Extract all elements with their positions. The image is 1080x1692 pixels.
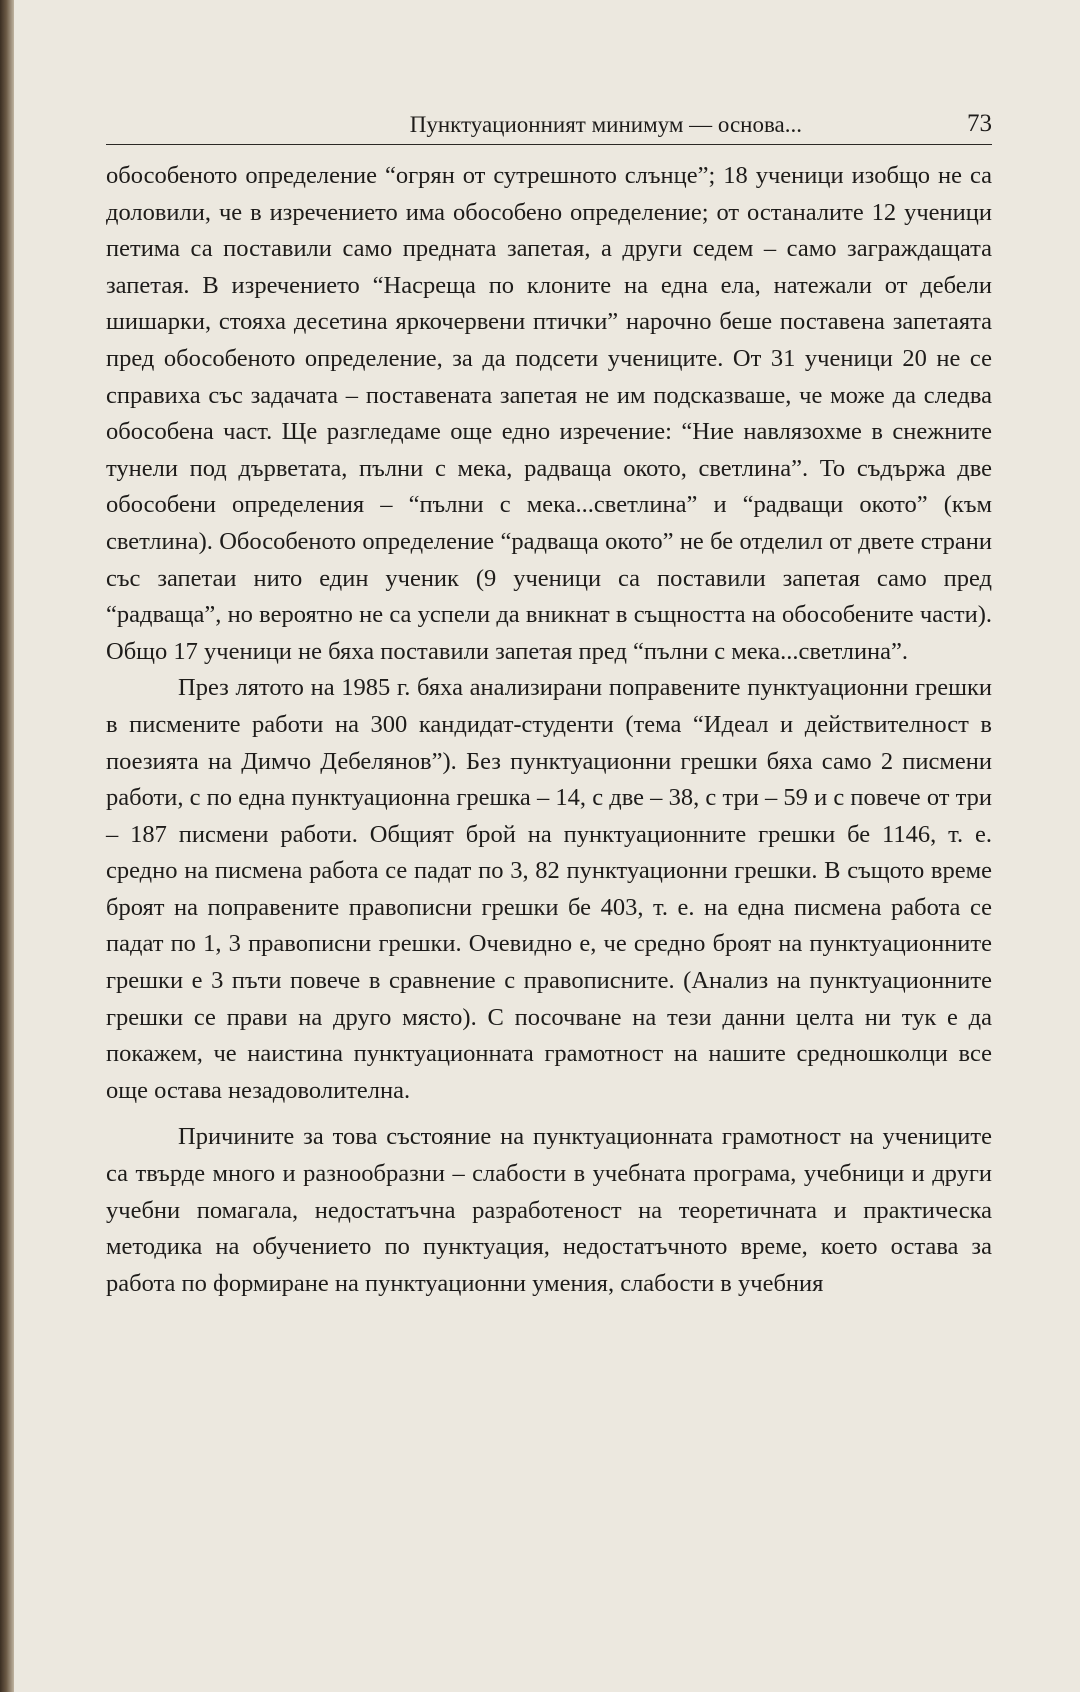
book-spine-shadow	[0, 0, 14, 1692]
paragraph-2: През лятото на 1985 г. бяха анализирани поправените пунктуационни грешки в писмените работи на 300 кандидат-студенти (тема “Идеал и действителност в поезията на Димчо Дебелянов”). Без пунктуационни грешки бяха само 2 писмени работи, с по една пунктуационна грешка – 14, с две – 38, с три – 59 и с повече от три – 187 писмени работи. Общият брой на пунктуационните грешки бе 1146, т. е. средно на писмена работа се падат по 3, 82 пунктуационни грешки. В същото време броят на поправените правописни грешки бе 403, т. е. на една писмена работа се падат по 1, 3 правописни грешки. Очевидно е, че средно броят на пунктуационните грешки е 3 пъти повече в сравнение с правописните. (Анализ на пунктуационните грешки се прави на друго място). С посочване на тези данни целта ни тук е да покажем, че наистина пунктуационната грамотност на нашите средношколци все още остава незадоволителна.	[106, 674, 992, 1104]
body-text	[106, 158, 992, 1302]
page-number: 73	[967, 110, 992, 137]
book-page	[14, 0, 1080, 1692]
paragraph-3: Причините за това състояние на пунктуационната грамотност на учениците са твърде много и разнообразни – слабости в учебната програма, учебници и други учебни помагала, недостатъчна разработеност на теоретичната и практическа методика на обучението по пунктуация, недостатъчното време, което остава за работа по формиране на пунктуационни умения, слабости в учебния	[106, 1123, 992, 1297]
paragraph-1: обособеното определение “огрян от сутрешното слънце”; 18 ученици изобщо не са доловили, че в изречението има обособено определение; от останалите 12 ученици петима са поставили само предната запетая, а други седем – само заграждащата запетая. В изречението “Насреща по клоните на една ела, натежали от дебели шишарки, стояха десетина яркочервени птички” нарочно беше поставена запетаята пред обособеното определение, за да подсети учениците. От 31 ученици 20 не се справиха със задачата – поставената запетая не им подсказваше, че може да следва обособена част. Ще разгледаме още едно изречение: “Ние навлязохме в снежните тунели под дърветата, пълни с мека, радваща окото, светлина”. То съдържа две обособени определения – “пълни с мека...светлина” и “радващи окото” (към светлина). Обособеното определение “радваща окото” не бе отделил от двете страни със запетаи нито един ученик (9 ученици са поставили запетая само пред “радваща”, но вероятно не са успели да вникнат в същността на обособените части). Общо 17 ученици не бяха поставили запетая пред “пълни с мека...светлина”.	[106, 162, 992, 665]
running-header	[106, 108, 992, 145]
running-title: Пунктуационният минимум — основа...	[409, 112, 802, 137]
